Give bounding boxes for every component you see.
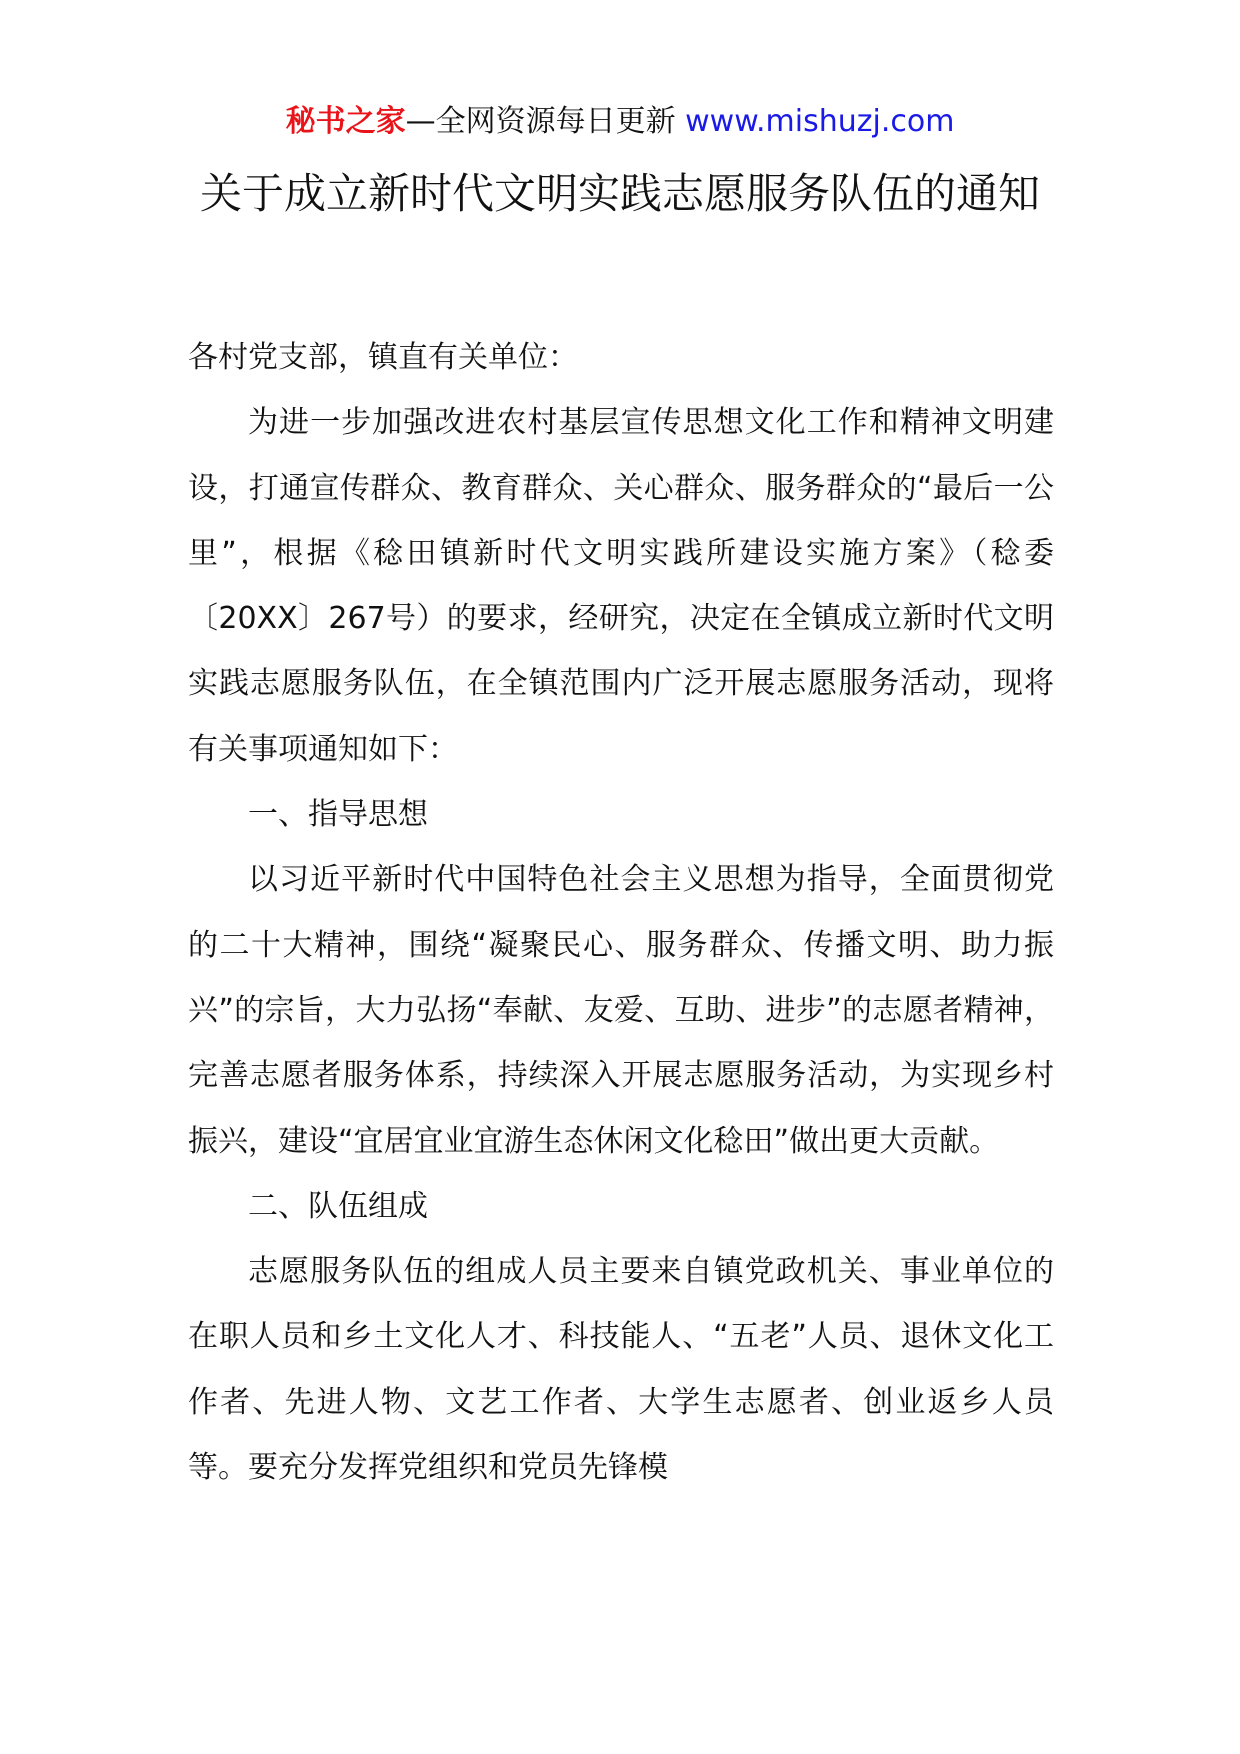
site-link[interactable]: www.mishuzj.com xyxy=(685,104,955,139)
section-heading-guiding-ideology: 一、指导思想 xyxy=(248,797,428,833)
paragraph-team-composition: 志愿服务队伍的组成人员主要来自镇党政机关、事业单位的在职人员和乡土文化人才、科技能人、“五老”人员、退休文化工作者、先进人物、文艺工作者、大学生志愿者、创业返乡人员等。要充分发挥党组织和党员先锋模 xyxy=(188,1254,1054,1486)
brand-tagline: —全网资源每日更新 xyxy=(405,104,676,139)
salutation: 各村党支部，镇直有关单位： xyxy=(188,340,578,375)
watermark-header xyxy=(0,102,1240,142)
paragraph-intro: 为进一步加强改进农村基层宣传思想文化工作和精神文明建设，打通宣传群众、教育群众、关心群众、服务群众的“最后一公里”，根据《稔田镇新时代文明实践所建设实施方案》（稔委〔20XX〕267号）的要求，经研究，决定在全镇成立新时代文明实践志愿服务队伍，在全镇范围内广泛开展志愿服务活动，现将有关事项通知如下： xyxy=(188,405,1054,767)
document-body xyxy=(188,325,1054,1500)
section-heading-team-composition: 二、队伍组成 xyxy=(248,1188,428,1224)
brand-name: 秘书之家 xyxy=(285,104,406,139)
document-title: 关于成立新时代文明实践志愿服务队伍的通知 xyxy=(199,169,1040,218)
paragraph-guiding-ideology: 以习近平新时代中国特色社会主义思想为指导，全面贯彻党的二十大精神，围绕“凝聚民心、服务群众、传播文明、助力振兴”的宗旨，大力弘扬“奉献、友爱、互助、进步”的志愿者精神，完善志愿者服务体系，持续深入开展志愿服务活动，为实现乡村振兴，建设“宜居宜业宜游生态休闲文化稔田”做出更大贡献。 xyxy=(188,862,1054,1159)
